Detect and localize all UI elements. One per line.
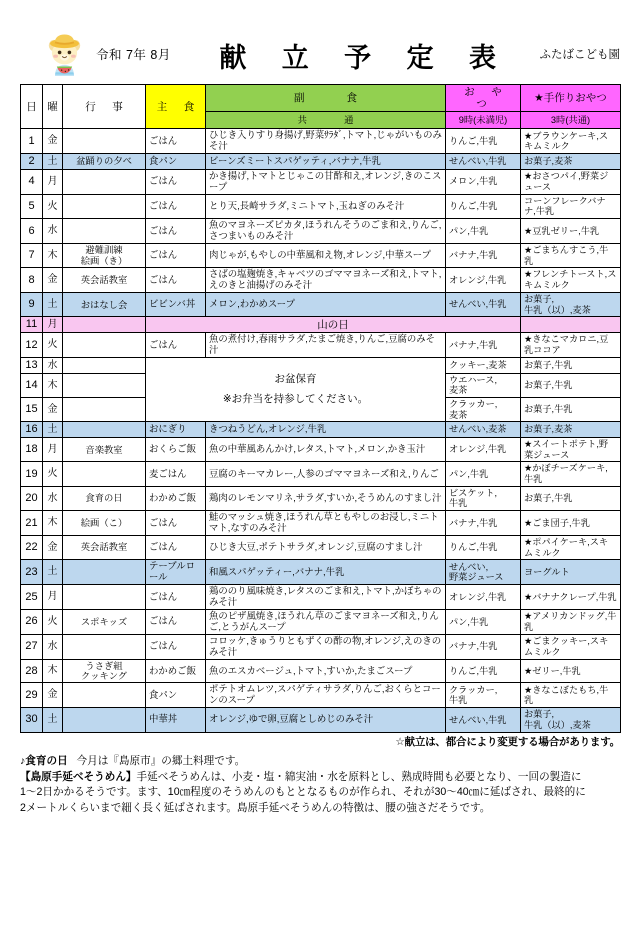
cell-snack: せんべい,牛乳 xyxy=(446,154,521,170)
cell-day: 8 xyxy=(21,268,43,293)
col-header-snack: お や つ xyxy=(446,85,521,112)
cell-day: 14 xyxy=(21,373,43,397)
header-row-top xyxy=(21,85,621,112)
col-subheader-handmade-time: 3時(共通) xyxy=(521,112,621,129)
col-header-handmade-snack: ★手作りおやつ xyxy=(521,85,621,112)
cell-handmade-snack: ★ごまちんすこう,牛乳 xyxy=(521,243,621,267)
cell-snack: パン,牛乳 xyxy=(446,609,521,634)
dish-description-line3: 2メートルくらいまで細く長く延ばされます。島原手延べそうめんの特徴は、腰の強さだそうです。 xyxy=(20,801,491,814)
cell-day: 20 xyxy=(21,486,43,510)
cell-day-of-week: 土 xyxy=(43,560,63,585)
cell-snack: せんべい, 野菜ジュース xyxy=(446,560,521,585)
cell-event: 食育の日 xyxy=(63,486,146,510)
cell-day-of-week: 金 xyxy=(43,535,63,559)
cell-main-dish: ごはん xyxy=(146,609,206,634)
cell-event xyxy=(63,333,146,358)
cell-snack: クラッカー, 麦茶 xyxy=(446,398,521,422)
cell-main-dish: ごはん xyxy=(146,169,206,194)
cell-side-dish: とり天,長崎サラダ,ミニトマト,玉ねぎのみそ汁 xyxy=(206,194,446,218)
cell-day-of-week: 金 xyxy=(43,683,63,708)
organization-name: ふたばこども園 xyxy=(539,49,620,61)
cell-day: 5 xyxy=(21,194,43,218)
cell-side-dish: 魚のエスカベージュ,トマト,すいか,たまごスープ xyxy=(206,659,446,683)
cell-obon-care-notice xyxy=(146,357,446,421)
cell-main-dish: 食パン xyxy=(146,154,206,170)
cell-event xyxy=(63,708,146,732)
cell-snack: ビスケット, 牛乳 xyxy=(446,486,521,510)
cell-main-dish: ごはん xyxy=(146,219,206,244)
cell-event xyxy=(63,219,146,244)
cell-event xyxy=(63,634,146,659)
cell-event xyxy=(63,422,146,438)
cell-handmade-snack: お菓子,牛乳 xyxy=(521,373,621,397)
shokuiku-text: 今月は『島原市』の郷土料理です。 xyxy=(76,754,246,767)
cell-side-dish: きつねうどん,オレンジ,牛乳 xyxy=(206,422,446,438)
cell-main-dish: ごはん xyxy=(146,268,206,293)
cell-day-of-week: 月 xyxy=(43,438,63,462)
table-row xyxy=(21,243,621,267)
cell-main-dish: テーブルロール xyxy=(146,560,206,585)
cell-handmade-snack: ★アメリカンドッグ,牛乳 xyxy=(521,609,621,634)
cell-side-dish: コロッケ,きゅうりともずくの酢の物,オレンジ,えのきのみそ汁 xyxy=(206,634,446,659)
cell-main-dish: 中華丼 xyxy=(146,708,206,732)
cell-event xyxy=(63,462,146,486)
cell-snack: せんべい,牛乳 xyxy=(446,708,521,732)
cell-day: 26 xyxy=(21,609,43,634)
table-row xyxy=(21,560,621,585)
cell-snack: オレンジ,牛乳 xyxy=(446,585,521,610)
col-header-side-dish: 副 食 xyxy=(206,85,446,112)
table-row xyxy=(21,708,621,732)
cell-side-dish: 和風スパゲッティー,バナナ,牛乳 xyxy=(206,560,446,585)
cell-snack: りんご,牛乳 xyxy=(446,659,521,683)
col-subheader-side-common: 共 通 xyxy=(206,112,446,129)
cell-side-dish: ひじき入りすり身揚げ,野菜ｻﾗﾀﾞ,トマト,じゃがいものみそ汁 xyxy=(206,129,446,154)
cell-day: 9 xyxy=(21,293,43,317)
dish-description-line2: 1～2日かかるそうです。ます、10㎝程度のそうめんのもととなるものが作られ、それが30～40㎝に延ばされ、最終的に xyxy=(20,786,586,799)
cell-snack: ウエハース, 麦茶 xyxy=(446,373,521,397)
cell-side-dish: メロン,わかめスープ xyxy=(206,293,446,317)
cell-event xyxy=(63,357,146,373)
cell-main-dish: ごはん xyxy=(146,333,206,358)
table-row xyxy=(21,422,621,438)
cell-day-of-week: 木 xyxy=(43,659,63,683)
table-row xyxy=(21,535,621,559)
cell-side-dish: 鮭のマッシュ焼き,ほうれん草ともやしのお浸し,ミニトマト,なすのみそ汁 xyxy=(206,511,446,536)
cell-event xyxy=(63,317,146,333)
cell-day: 12 xyxy=(21,333,43,358)
table-row xyxy=(21,357,621,373)
cell-day: 16 xyxy=(21,422,43,438)
cell-snack: パン,牛乳 xyxy=(446,462,521,486)
cell-day-of-week: 火 xyxy=(43,609,63,634)
cell-snack: バナナ,牛乳 xyxy=(446,243,521,267)
table-row xyxy=(21,129,621,154)
cell-day-of-week: 火 xyxy=(43,194,63,218)
table-row xyxy=(21,293,621,317)
col-header-day: 日 xyxy=(21,85,43,129)
cell-side-dish: 豆腐のキーマカレー,人参のゴママヨネーズ和え,りんご xyxy=(206,462,446,486)
cell-event xyxy=(63,373,146,397)
cell-event xyxy=(63,129,146,154)
cell-side-dish: 鶏肉のレモンマリネ,サラダ,すいか,そうめんのすまし汁 xyxy=(206,486,446,510)
cell-day-of-week: 火 xyxy=(43,462,63,486)
col-header-main-dish: 主 食 xyxy=(146,85,206,129)
cell-day-of-week: 土 xyxy=(43,293,63,317)
cell-handmade-snack: ヨーグルト xyxy=(521,560,621,585)
cell-snack: メロン,牛乳 xyxy=(446,169,521,194)
cell-day: 2 xyxy=(21,154,43,170)
cell-day-of-week: 金 xyxy=(43,129,63,154)
cell-side-dish: 魚のマヨネーズピカタ,ほうれんそうのごま和え,りんご,さつまいものみそ汁 xyxy=(206,219,446,244)
masthead xyxy=(20,30,620,80)
cell-snack: りんご,牛乳 xyxy=(446,194,521,218)
col-header-event: 行 事 xyxy=(63,85,146,129)
table-row xyxy=(21,634,621,659)
cell-main-dish: わかめご飯 xyxy=(146,486,206,510)
cell-day-of-week: 月 xyxy=(43,317,63,333)
cell-snack: オレンジ,牛乳 xyxy=(446,268,521,293)
cell-day: 25 xyxy=(21,585,43,610)
cell-day: 11 xyxy=(21,317,43,333)
cell-handmade-snack: お菓子,麦茶 xyxy=(521,422,621,438)
cell-day: 4 xyxy=(21,169,43,194)
cell-event: 盆踊りの夕べ xyxy=(63,154,146,170)
dish-text-1: 手延べそうめんは、小麦・塩・綿実油・水を原料とし、熟成時間も必要となり、一回の製造に xyxy=(136,770,582,783)
cell-handmade-snack: ★きなこマカロニ,豆乳ココア xyxy=(521,333,621,358)
cell-day-of-week: 木 xyxy=(43,373,63,397)
cell-event: 英会話教室 xyxy=(63,268,146,293)
cell-event: 英会話教室 xyxy=(63,535,146,559)
cell-handmade-snack: お菓子,牛乳 xyxy=(521,486,621,510)
cell-event: 音楽教室 xyxy=(63,438,146,462)
cell-main-dish: わかめご飯 xyxy=(146,659,206,683)
table-row xyxy=(21,333,621,358)
cell-handmade-snack: コーンフレークバナナ,牛乳 xyxy=(521,194,621,218)
cell-main-dish: おくらご飯 xyxy=(146,438,206,462)
cell-day: 6 xyxy=(21,219,43,244)
table-row xyxy=(21,659,621,683)
cell-snack: パン,牛乳 xyxy=(446,219,521,244)
cell-day: 28 xyxy=(21,659,43,683)
cell-side-dish: かき揚げ,トマトとじゃこの甘酢和え,オレンジ,きのこスープ xyxy=(206,169,446,194)
menu-table-head xyxy=(21,85,621,129)
cell-main-dish: ごはん xyxy=(146,194,206,218)
cell-day: 30 xyxy=(21,708,43,732)
cell-snack: りんご,牛乳 xyxy=(446,129,521,154)
table-row xyxy=(21,219,621,244)
cell-side-dish: ひじき大豆,ポテトサラダ,オレンジ,豆腐のすまし汁 xyxy=(206,535,446,559)
cell-handmade-snack: お菓子, 牛乳（以）,麦茶 xyxy=(521,708,621,732)
cell-main-dish: ごはん xyxy=(146,129,206,154)
cell-side-dish: ポテトオムレツ,スパゲティサラダ,りんご,おくらとコーンのスープ xyxy=(206,683,446,708)
cell-snack: りんご,牛乳 xyxy=(446,535,521,559)
cell-side-dish: 肉じゃが,もやしの中華風和え物,オレンジ,中華スープ xyxy=(206,243,446,267)
cell-handmade-snack: お菓子,牛乳 xyxy=(521,357,621,373)
cell-main-dish: ごはん xyxy=(146,634,206,659)
cell-day-of-week: 月 xyxy=(43,585,63,610)
cell-day: 27 xyxy=(21,634,43,659)
cell-handmade-snack: ★スイートポテト,野菜ジュース xyxy=(521,438,621,462)
cell-event: うさぎ組 クッキング xyxy=(63,659,146,683)
footer-notes xyxy=(20,754,620,816)
cell-day-of-week: 木 xyxy=(43,243,63,267)
page-title: 献 立 予 定 表 xyxy=(219,42,509,74)
col-header-dow: 曜 xyxy=(43,85,63,129)
cell-snack: クラッカー, 牛乳 xyxy=(446,683,521,708)
cell-side-dish: 魚の中華風あんかけ,レタス,トマト,メロン,かき玉汁 xyxy=(206,438,446,462)
cell-snack: せんべい,麦茶 xyxy=(446,422,521,438)
cell-handmade-snack: ★バナナクレープ,牛乳 xyxy=(521,585,621,610)
cell-event xyxy=(63,194,146,218)
cell-main-dish: 食パン xyxy=(146,683,206,708)
cell-day-of-week: 土 xyxy=(43,708,63,732)
cell-day: 1 xyxy=(21,129,43,154)
table-row xyxy=(21,154,621,170)
cell-main-dish: 麦ごはん xyxy=(146,462,206,486)
cell-handmade-snack: ★豆乳ゼリー,牛乳 xyxy=(521,219,621,244)
cell-main-dish: ごはん xyxy=(146,535,206,559)
cell-day-of-week: 土 xyxy=(43,422,63,438)
cell-snack: バナナ,牛乳 xyxy=(446,511,521,536)
table-row xyxy=(21,317,621,333)
cell-side-dish: さばの塩麹焼き,キャベツのゴママヨネーズ和え,トマト,えのきと油揚げのみそ汁 xyxy=(206,268,446,293)
cell-side-dish: 魚の煮付け,春雨サラダ,たまご焼き,りんご,豆腐のみそ汁 xyxy=(206,333,446,358)
cell-event xyxy=(63,585,146,610)
cell-main-dish: ビビンバ丼 xyxy=(146,293,206,317)
table-row xyxy=(21,511,621,536)
cell-handmade-snack: ★ごまクッキー,スキムミルク xyxy=(521,634,621,659)
table-row xyxy=(21,486,621,510)
cell-event xyxy=(63,398,146,422)
cell-handmade-snack: ★かぼチーズケーキ,牛乳 xyxy=(521,462,621,486)
cell-snack: せんべい,牛乳 xyxy=(446,293,521,317)
table-row xyxy=(21,169,621,194)
cell-day-of-week: 土 xyxy=(43,154,63,170)
era-date: 令和 7年 8月 xyxy=(96,48,171,62)
cell-day: 29 xyxy=(21,683,43,708)
cell-handmade-snack: ★ゼリー,牛乳 xyxy=(521,659,621,683)
cell-day: 18 xyxy=(21,438,43,462)
cell-day: 15 xyxy=(21,398,43,422)
cell-event xyxy=(63,683,146,708)
obon-title: お盆保育 xyxy=(274,372,317,385)
cell-handmade-snack: ★フレンチトースト,スキムミルク xyxy=(521,268,621,293)
cell-handmade-snack: お菓子, 牛乳（以）,麦茶 xyxy=(521,293,621,317)
cell-snack: クッキー,麦茶 xyxy=(446,357,521,373)
table-row xyxy=(21,194,621,218)
cell-handmade-snack: ★ポパイケーキ,スキムミルク xyxy=(521,535,621,559)
cell-main-dish: ごはん xyxy=(146,585,206,610)
cell-day: 19 xyxy=(21,462,43,486)
cell-side-dish: オレンジ,ゆで卵,豆腐としめじのみそ汁 xyxy=(206,708,446,732)
cell-event: 避難訓練 絵画（き） xyxy=(63,243,146,267)
menu-schedule-page xyxy=(0,30,640,935)
cell-snack xyxy=(521,317,621,333)
table-row xyxy=(21,585,621,610)
cell-day: 22 xyxy=(21,535,43,559)
cell-side-dish: 魚のピザ風焼き,ほうれん草のごまマヨネーズ和え,りんご,とうがんスープ xyxy=(206,609,446,634)
cell-day-of-week: 水 xyxy=(43,486,63,510)
cell-day-of-week: 金 xyxy=(43,268,63,293)
cell-day-of-week: 水 xyxy=(43,357,63,373)
cell-main-dish: ごはん xyxy=(146,243,206,267)
cell-day-of-week: 水 xyxy=(43,219,63,244)
obon-note: ※お弁当を持参してください。 xyxy=(222,392,369,405)
cell-day: 23 xyxy=(21,560,43,585)
cell-day: 7 xyxy=(21,243,43,267)
cell-event: スポキッズ xyxy=(63,609,146,634)
cell-event: おはなし会 xyxy=(63,293,146,317)
menu-table-body xyxy=(21,129,621,732)
table-row xyxy=(21,462,621,486)
cell-handmade-snack: ★ブラウンケーキ,スキムミルク xyxy=(521,129,621,154)
cell-snack: バナナ,牛乳 xyxy=(446,333,521,358)
cell-side-dish: ビーンズミートスパゲッティ,バナナ,牛乳 xyxy=(206,154,446,170)
cell-handmade-snack: ★おさつパイ,野菜ジュース xyxy=(521,169,621,194)
cell-event: 絵画（こ） xyxy=(63,511,146,536)
shokuiku-lead: ♪食育の日 xyxy=(20,754,68,767)
table-row xyxy=(21,268,621,293)
cell-snack: バナナ,牛乳 xyxy=(446,634,521,659)
cell-handmade-snack: ★ごま団子,牛乳 xyxy=(521,511,621,536)
cell-event xyxy=(63,169,146,194)
cell-handmade-snack: お菓子,牛乳 xyxy=(521,398,621,422)
cell-event xyxy=(63,560,146,585)
table-row xyxy=(21,438,621,462)
bear-with-straw-hat-eating-watermelon-icon xyxy=(42,32,88,78)
cell-day-of-week: 木 xyxy=(43,511,63,536)
cell-side-dish: 鶏ののり風味焼き,レタスのごま和え,トマト,かぼちゃのみそ汁 xyxy=(206,585,446,610)
change-notice: ☆献立は、都合により変更する場合があります。 xyxy=(395,735,620,748)
cell-day-of-week: 火 xyxy=(43,333,63,358)
table-row xyxy=(21,609,621,634)
cell-handmade-snack: ★きなこぼたもち,牛乳 xyxy=(521,683,621,708)
menu-table xyxy=(20,84,621,733)
cell-handmade-snack: お菓子,麦茶 xyxy=(521,154,621,170)
cell-day-of-week: 月 xyxy=(43,169,63,194)
cell-day-of-week: 金 xyxy=(43,398,63,422)
cell-holiday-label: 山の日 xyxy=(146,317,521,333)
cell-snack: オレンジ,牛乳 xyxy=(446,438,521,462)
table-row xyxy=(21,683,621,708)
shokuiku-line xyxy=(20,754,620,769)
cell-day: 13 xyxy=(21,357,43,373)
dish-lead: 【島原手延べそうめん】 xyxy=(20,770,137,783)
cell-main-dish: おにぎり xyxy=(146,422,206,438)
cell-main-dish: ごはん xyxy=(146,511,206,536)
cell-day: 21 xyxy=(21,511,43,536)
dish-description-line1 xyxy=(20,770,620,785)
cell-day-of-week: 水 xyxy=(43,634,63,659)
col-subheader-snack-time: 9時(未満児) xyxy=(446,112,521,129)
